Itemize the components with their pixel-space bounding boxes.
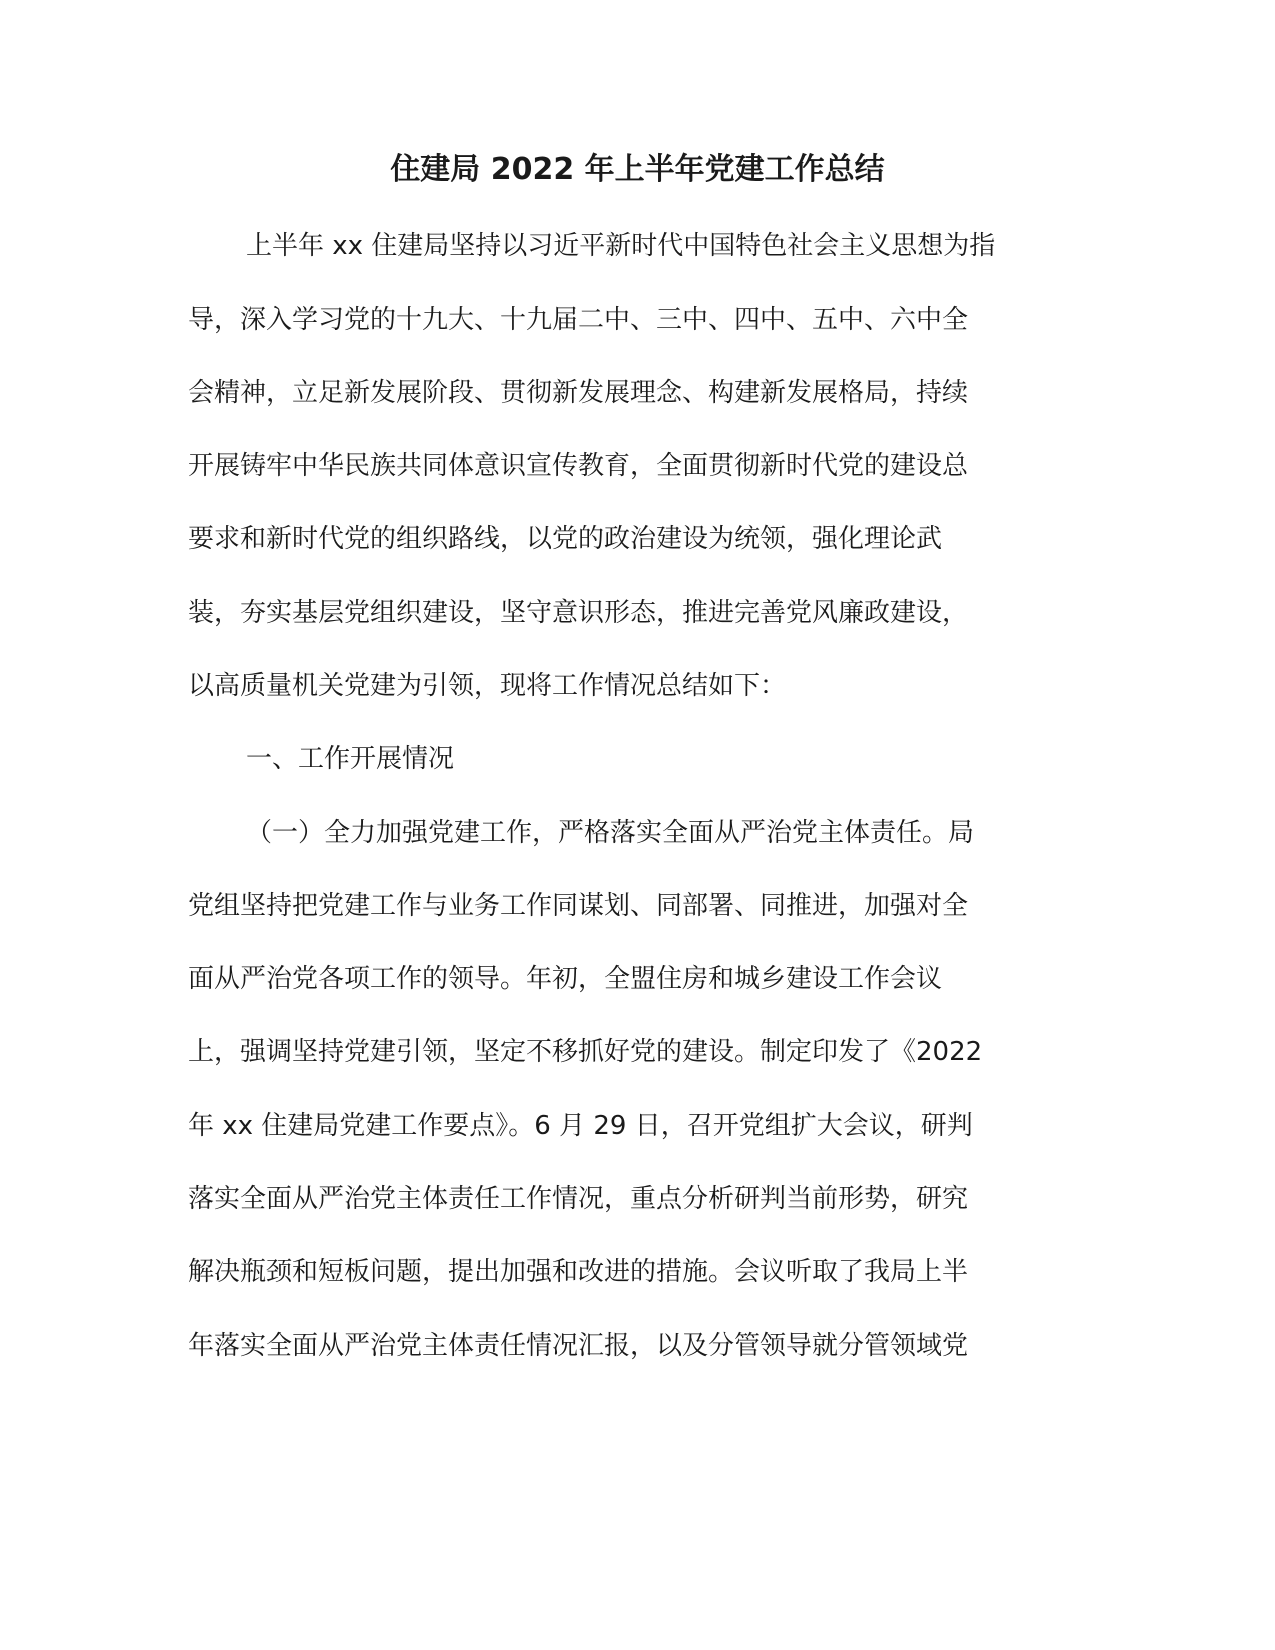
paragraph-line: 党组坚持把党建工作与业务工作同谋划、同部署、同推进，加强对全: [188, 891, 969, 921]
document-title: 住建局 2022 年上半年党建工作总结: [390, 152, 885, 187]
paragraph-line: 以高质量机关党建为引领，现将工作情况总结如下：: [188, 671, 787, 701]
paragraph-line: 解决瓶颈和短板问题，提出加强和改进的措施。会议听取了我局上半: [188, 1257, 969, 1287]
paragraph-line: 面从严治党各项工作的领导。年初，全盟住房和城乡建设工作会议: [188, 964, 943, 994]
paragraph-line: 年 xx 住建局党建工作要点》。6 月 29 日，召开党组扩大会议，研判: [188, 1111, 973, 1141]
paragraph-line: 装，夯实基层党组织建设，坚守意识形态，推进完善党风廉政建设，: [188, 598, 969, 628]
section-heading: 一、工作开展情况: [246, 744, 455, 774]
paragraph-line: 年落实全面从严治党主体责任情况汇报，以及分管领导就分管领域党: [188, 1331, 969, 1361]
paragraph-line: 会精神，立足新发展阶段、贯彻新发展理念、构建新发展格局，持续: [188, 378, 969, 408]
paragraph-line: 要求和新时代党的组织路线，以党的政治建设为统领，强化理论武: [188, 524, 943, 554]
paragraph-line: 上，强调坚持党建引领，坚定不移抓好党的建设。制定印发了《2022: [188, 1037, 983, 1067]
paragraph-line: （一）全力加强党建工作，严格落实全面从严治党主体责任。局: [246, 818, 975, 848]
paragraph-line: 上半年 xx 住建局坚持以习近平新时代中国特色社会主义思想为指: [246, 231, 996, 261]
paragraph-line: 落实全面从严治党主体责任工作情况，重点分析研判当前形势，研究: [188, 1184, 969, 1214]
paragraph-line: 开展铸牢中华民族共同体意识宣传教育，全面贯彻新时代党的建设总: [188, 451, 969, 481]
paragraph-line: 导，深入学习党的十九大、十九届二中、三中、四中、五中、六中全: [188, 305, 969, 335]
